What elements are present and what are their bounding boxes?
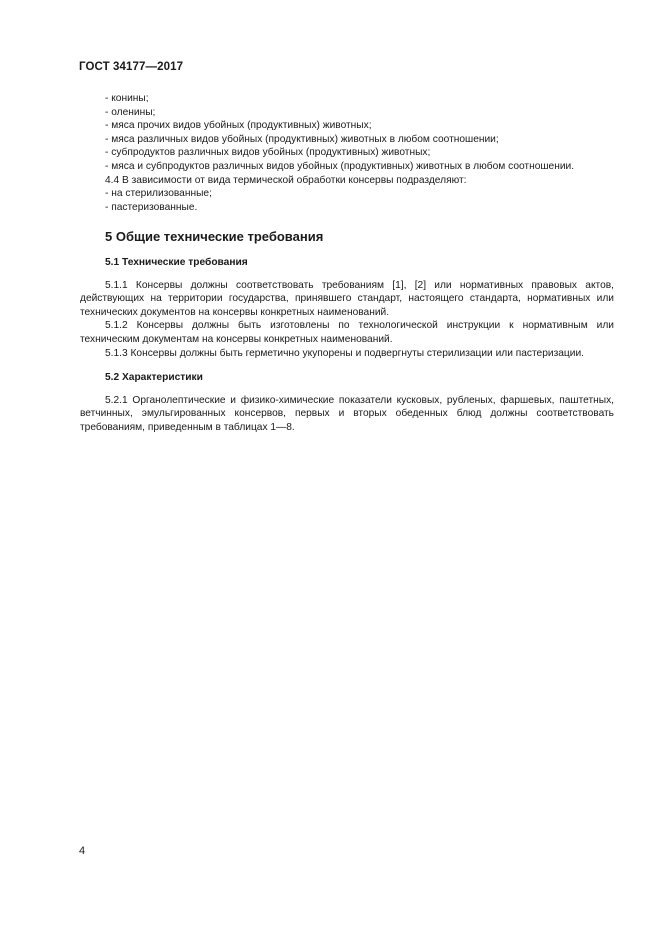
list-item: - мяса прочих видов убойных (продуктивных) животных; [105,120,372,132]
paragraph-5-2-1: 5.2.1 Органолептические и физико-химические показатели кусковых, рубленых, фаршевых, паштетных, ветчинных, эмульгированных консервов, первых и вторых обеденных блюд должны соответствовать требованиям, приведенным в таблицах 1—8. [80,394,614,433]
page-content [80,92,614,434]
list-item: - конины; [105,93,149,104]
page-number: 4 [79,845,86,857]
paragraph-5-1-1: 5.1.1 Консервы должны соответствовать требованиям [1], [2] или нормативных правовых актов, действующих на территории государства, принявшего стандарт, настоящего стандарта, нормативных или технических документов на консервы конкретных наименований. [80,279,614,318]
section-title: 5 Общие технические требования [105,229,324,245]
paragraph-5-1-2: 5.1.2 Консервы должны быть изготовлены по технологической инструкции к нормативным или техническим документам на консервы конкретных наименований. [80,320,614,345]
list-item: - оленины; [105,106,156,118]
subsection-title: 5.2 Характеристики [105,372,203,384]
list-item: - субпродуктов различных видов убойных (продуктивных) животных; [105,147,431,159]
list-item: - пастеризованные. [105,201,198,213]
paragraph-5-1-3: 5.1.3 Консервы должны быть герметично укупорены и подвергнуты стерилизации или пастеризации. [105,347,584,359]
list-item: - на стерилизованные; [105,188,212,200]
document-code: ГОСТ 34177—2017 [79,61,184,73]
clause-4-4: 4.4 В зависимости от вида термической обработки консервы подразделяют: [105,174,467,186]
list-item: - мяса и субпродуктов различных видов убойных (продуктивных) животных в любом соотношении. [105,160,575,172]
subsection-title: 5.1 Технические требования [105,256,248,268]
list-item: - мяса различных видов убойных (продуктивных) животных в любом соотношении; [105,133,499,145]
